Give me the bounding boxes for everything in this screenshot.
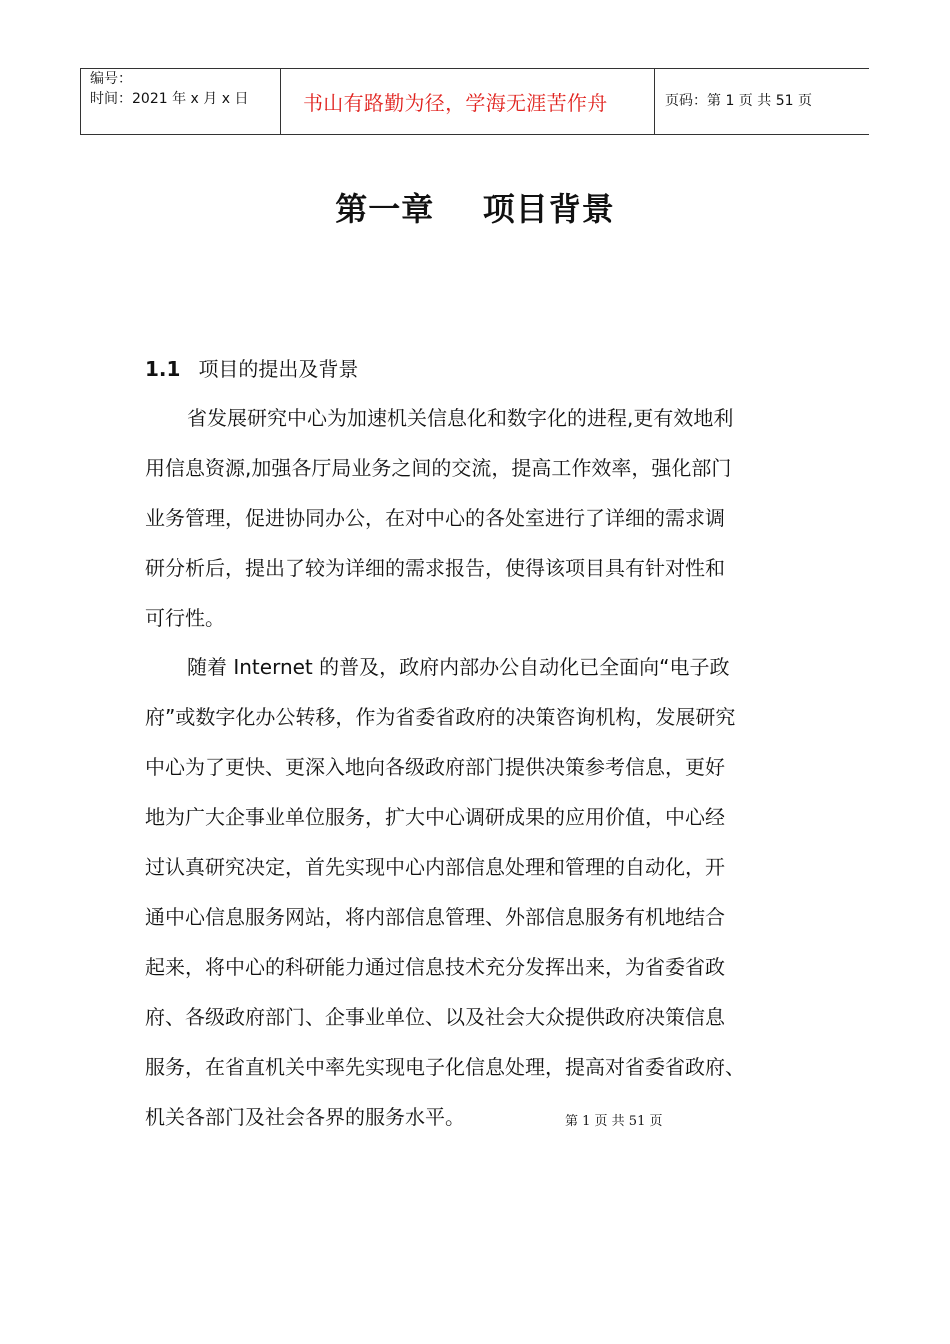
header-page-cell xyxy=(655,69,870,134)
header-meta-cell xyxy=(81,69,281,134)
paragraph-line: 用信息资源,加强各厅局业务之间的交流，提高工作效率，强化部门 xyxy=(145,456,732,480)
header-page-info: 页码：第 1 页 共 51 页 xyxy=(665,93,812,109)
paragraph-line: 研分析后，提出了较为详细的需求报告，使得该项目具有针对性和 xyxy=(145,556,725,580)
serial-number-label: 编号： xyxy=(90,71,132,87)
paragraph-line: 机关各部门及社会各界的服务水平。 xyxy=(145,1105,465,1129)
paragraph-line: 府、各级政府部门、企事业单位、以及社会大众提供政府决策信息 xyxy=(145,1005,725,1029)
paragraph-line: 地为广大企事业单位服务，扩大中心调研成果的应用价值，中心经 xyxy=(145,805,725,829)
paragraph-line: 中心为了更快、更深入地向各级政府部门提供决策参考信息，更好 xyxy=(145,755,725,779)
chapter-title: 第一章 项目背景 xyxy=(335,190,615,228)
paragraph-line: 过认真研究决定，首先实现中心内部信息处理和管理的自动化，开 xyxy=(145,855,725,879)
paragraph-line: 可行性。 xyxy=(145,606,225,630)
paragraph-line: 随着 Internet 的普及，政府内部办公自动化已全面向“电子政 xyxy=(187,655,730,679)
paragraph-line: 起来，将中心的科研能力通过信息技术充分发挥出来，为省委省政 xyxy=(145,955,725,979)
section-heading xyxy=(145,354,358,384)
paragraph-line: 府”或数字化办公转移，作为省委省政府的决策咨询机构，发展研究 xyxy=(145,705,736,729)
section-title: 项目的提出及背景 xyxy=(198,357,359,381)
paragraph-line: 业务管理，促进协同办公，在对中心的各处室进行了详细的需求调 xyxy=(145,506,725,530)
header-motto-cell xyxy=(281,69,655,134)
motto-text: 书山有路勤为径，学海无涯苦作舟 xyxy=(303,91,608,115)
section-number: 1.1 xyxy=(145,357,181,381)
paragraph-line: 服务，在省直机关中率先实现电子化信息处理，提高对省委省政府、 xyxy=(145,1055,745,1079)
paragraph-line: 通中心信息服务网站，将内部信息管理、外部信息服务有机地结合 xyxy=(145,905,725,929)
date-label: 时间：2021 年 x 月 x 日 xyxy=(90,91,249,107)
paragraph-line: 省发展研究中心为加速机关信息化和数字化的进程,更有效地利 xyxy=(187,406,734,430)
footer-page-number: 第 1 页 共 51 页 xyxy=(565,1114,663,1129)
document-header-table xyxy=(80,68,869,135)
